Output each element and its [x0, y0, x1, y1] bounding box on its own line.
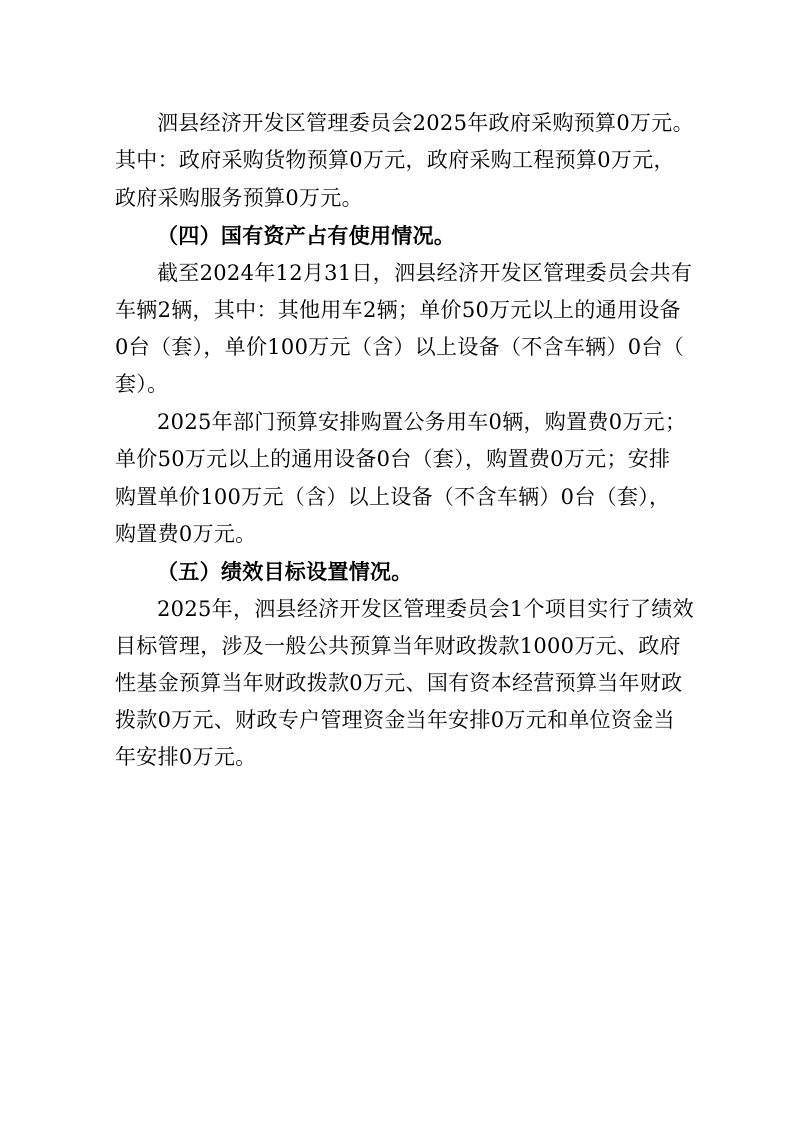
purchase-line-3: 购置单价100万元（含）以上设备（不含车辆）0台（套），: [115, 485, 671, 509]
performance-line-5: 年安排0万元。: [115, 745, 257, 769]
assets-line-2: 车辆2辆，其中：其他用车2辆；单价50万元以上的通用设备: [115, 298, 681, 322]
performance-line-2: 目标管理，涉及一般公共预算当年财政拨款1000万元、政府: [115, 634, 681, 658]
procurement-line-1: 泗县经济开发区管理委员会2025年政府采购预算0万元。: [157, 111, 694, 135]
procurement-line-2: 其中：政府采购货物预算0万元，政府采购工程预算0万元，: [115, 148, 675, 172]
assets-line-3: 0台（套），单价100万元（含）以上设备（不含车辆）0台（: [115, 335, 685, 359]
purchase-line-1: 2025年部门预算安排购置公务用车0辆，购置费0万元；: [157, 410, 687, 434]
performance-line-1: 2025年，泗县经济开发区管理委员会1个项目实行了绩效: [157, 597, 694, 621]
assets-line-4: 套）。: [115, 372, 169, 396]
performance-line-3: 性基金预算当年财政拨款0万元、国有资本经营预算当年财政: [115, 671, 683, 695]
purchase-line-4: 购置费0万元。: [115, 522, 257, 546]
purchase-line-2: 单价50万元以上的通用设备0台（套），购置费0万元；安排: [115, 447, 671, 471]
assets-line-1: 截至2024年12月31日，泗县经济开发区管理委员会共有: [157, 261, 693, 285]
performance-heading: （五）绩效目标设置情况。: [157, 559, 413, 584]
procurement-line-3: 政府采购服务预算0万元。: [115, 186, 363, 210]
performance-line-4: 拨款0万元、财政专户管理资金当年安排0万元和单位资金当: [115, 708, 675, 732]
assets-heading: （四）国有资产占有使用情况。: [157, 223, 456, 248]
